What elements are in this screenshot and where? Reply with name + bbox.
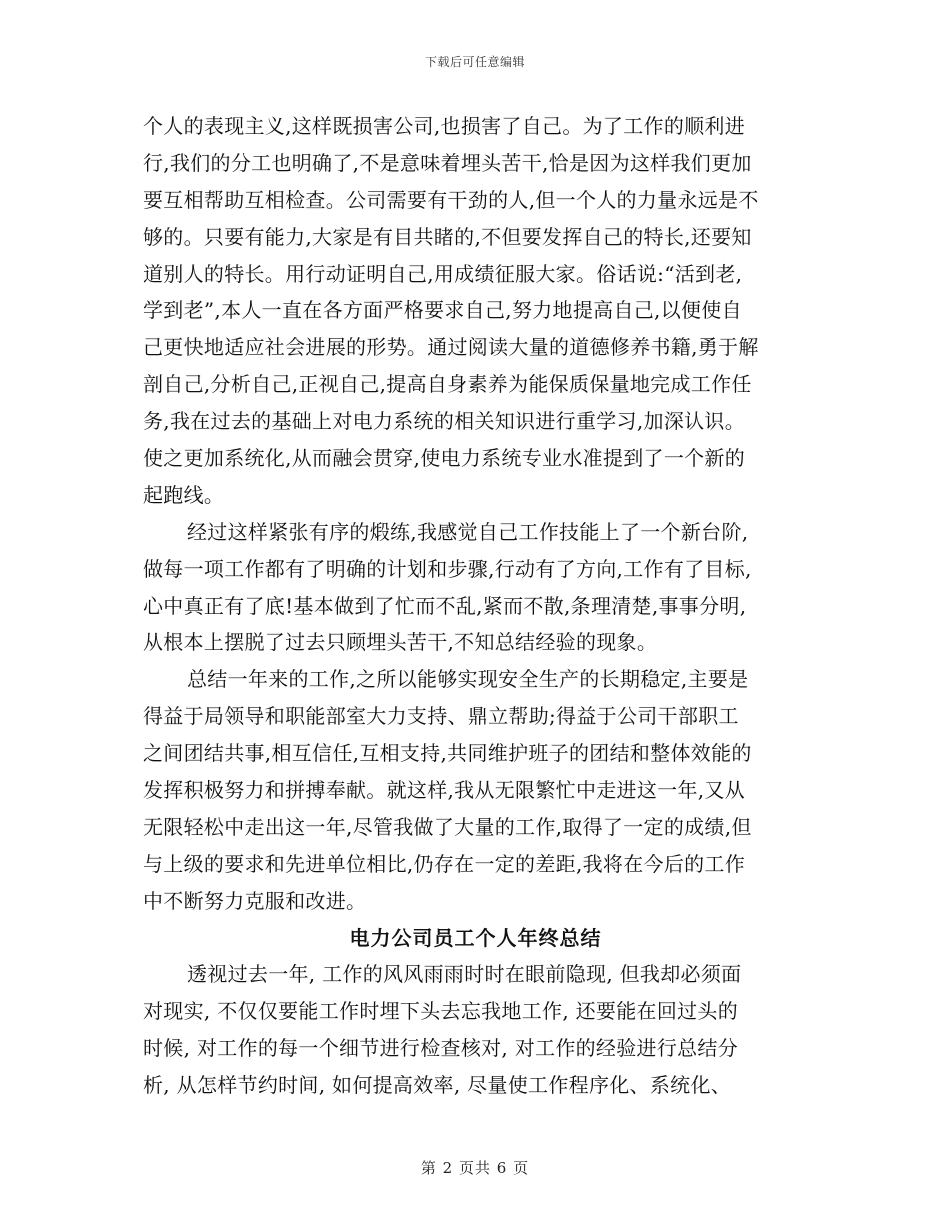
text-line: 心中真正有了底!基本做到了忙而不乱,紧而不散,条理清楚,事事分明,	[143, 593, 747, 618]
document-body	[143, 108, 808, 1104]
text-line: 起跑线。	[143, 482, 225, 507]
text-line: 要互相帮助互相检查。公司需要有干劲的人,但一个人的力量永远是不	[143, 187, 759, 212]
text-line: 从根本上摆脱了过去只顾埋头苦干,不知总结经验的现象。	[143, 630, 658, 655]
text-line: 个人的表现主义,这样既损害公司,也损害了自己。为了工作的顺利进	[143, 114, 746, 138]
paragraph-start-line: 经过这样紧张有序的煅练,我感觉自己工作技能上了一个新台阶,	[187, 519, 749, 544]
page-number-footer: 第 2 页共 6 页	[420, 1159, 530, 1177]
text-line: 与上级的要求和先进单位相比,仍存在一定的差距,我将在今后的工作	[143, 851, 746, 876]
text-line: 得益于局领导和职能部室大力支持、鼎立帮助;得益于公司干部职工	[143, 704, 739, 729]
text-line: 道别人的特长。用行动证明自己,用成绩征服大家。俗话说:“活到老,	[143, 261, 743, 286]
text-line: 析, 从怎样节约时间, 如何提高效率, 尽量使工作程序化、系统化、	[143, 1073, 732, 1098]
text-line: 剖自己,分析自己,正视自己,提高自身素养为能保质保量地完成工作任	[143, 372, 752, 397]
text-line: 中不断努力克服和改进。	[143, 888, 367, 913]
text-line: 够的。只要有能力,大家是有目共睹的,不但要发挥自己的特长,还要知	[143, 224, 752, 249]
text-line: 务,我在过去的基础上对电力系统的相关知识进行重学习,加深认识。	[143, 409, 746, 434]
text-line: 学到老”,本人一直在各方面严格要求自己,努力地提高自己,以便使自	[143, 298, 742, 323]
text-line: 时候, 对工作的每一个细节进行检查核对, 对工作的经验进行总结分	[143, 1036, 739, 1061]
text-line: 己更快地适应社会进展的形势。通过阅读大量的道德修养书籍,勇于解	[143, 335, 759, 360]
page-header: 下载后可任意编辑	[424, 55, 525, 69]
paragraph-start-line: 总结一年来的工作,之所以能够实现安全生产的长期稳定,主要是	[187, 667, 749, 692]
text-line: 无限轻松中走出这一年,尽管我做了大量的工作,取得了一定的成绩,但	[143, 814, 752, 839]
text-line: 做每一项工作都有了明确的计划和步骤,行动有了方向,工作有了目标,	[143, 556, 752, 581]
text-line: 对现实, 不仅仅要能工作时埋下头去忘我地工作, 还要能在回过头的	[143, 999, 739, 1024]
section-heading: 电力公司员工个人年终总结	[349, 925, 602, 950]
text-line: 行,我们的分工也明确了,不是意味着埋头苦干,恰是因为这样我们更加	[143, 150, 752, 175]
text-line: 使之更加系统化,从而融会贯穿,使电力系统专业水准提到了一个新的	[143, 446, 746, 471]
text-line: 发挥积极努力和拼搏奉献。就这样,我从无限繁忙中走进这一年,又从	[143, 778, 746, 803]
paragraph-start-line: 透视过去一年, 工作的风风雨雨时时在眼前隐现, 但我却必须面	[187, 962, 742, 987]
text-line: 之间团结共事,相互信任,互相支持,共同维护班子的团结和整体效能的	[143, 741, 752, 766]
